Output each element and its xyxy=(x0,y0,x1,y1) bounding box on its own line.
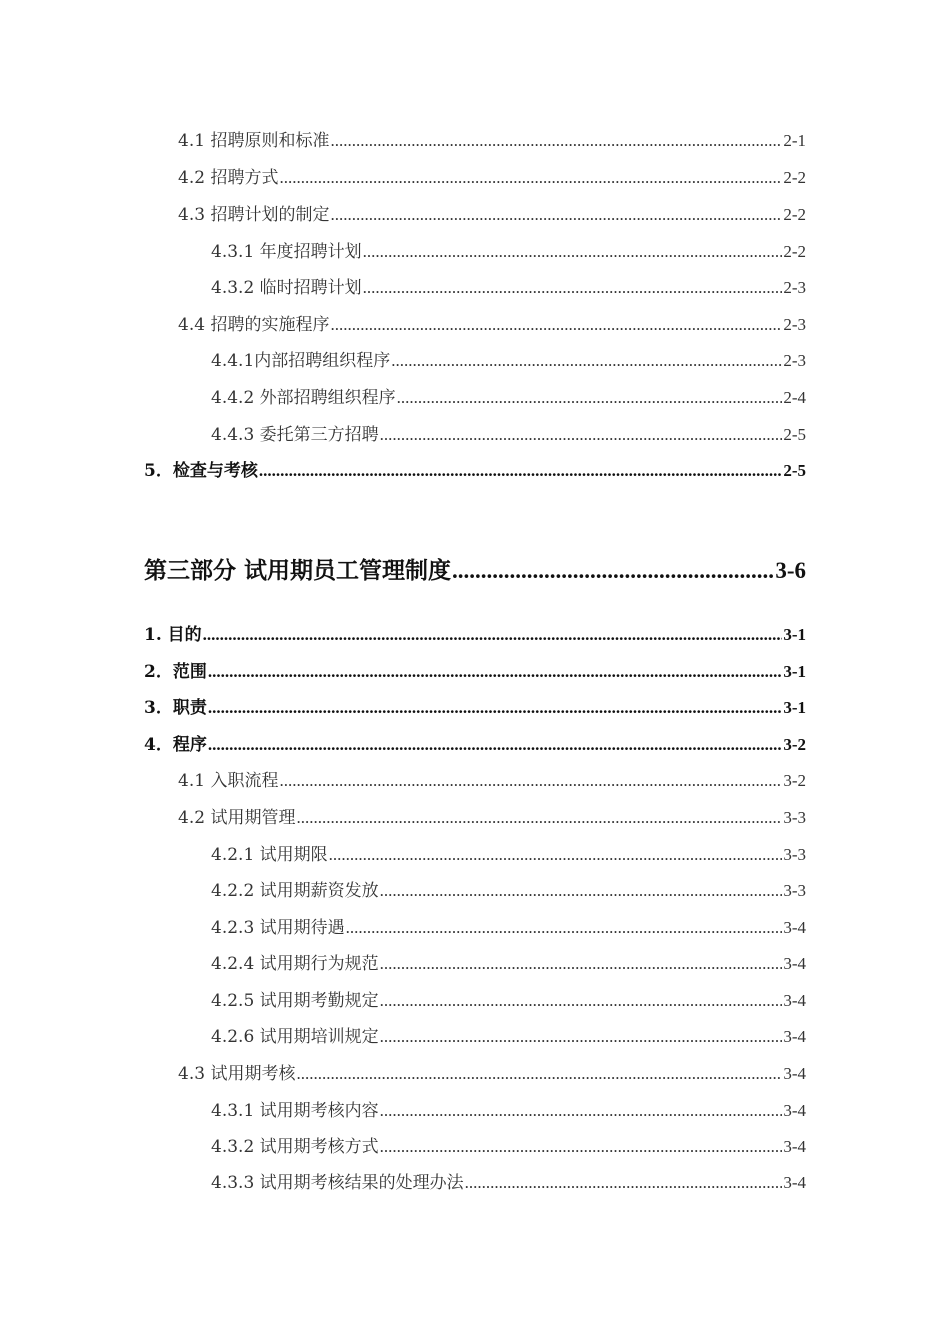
toc-entry-title: 2．范围 xyxy=(144,662,207,682)
toc-entry-title: 4.4.3 委托第三方招聘 xyxy=(211,425,379,445)
toc-leader-dots xyxy=(380,425,783,445)
toc-entry[interactable] xyxy=(211,986,806,1011)
toc-leader-dots xyxy=(380,991,783,1011)
toc-leader-dots xyxy=(380,881,783,901)
toc-entry[interactable] xyxy=(211,273,806,298)
toc-entry[interactable] xyxy=(144,693,806,718)
toc-entry-title: 5．检查与考核 xyxy=(144,461,258,481)
toc-entry-page: 2-5 xyxy=(783,461,806,480)
toc-leader-dots xyxy=(363,242,783,262)
toc-leader-dots xyxy=(452,558,774,584)
toc-entry-title: 4.2.6 试用期培训规定 xyxy=(211,1027,379,1047)
toc-entry-title: 4.3.1 试用期考核内容 xyxy=(211,1101,379,1121)
toc-leader-dots xyxy=(330,205,782,225)
toc-entry[interactable] xyxy=(211,949,806,974)
toc-entry[interactable] xyxy=(211,913,806,938)
toc-entry[interactable] xyxy=(211,420,806,445)
toc-entry-page: 2-2 xyxy=(783,242,806,261)
toc-entry[interactable] xyxy=(144,456,806,481)
toc-leader-dots xyxy=(296,808,782,828)
toc-leader-dots xyxy=(329,845,783,865)
toc-entry[interactable] xyxy=(178,310,806,335)
toc-entry-page: 3-3 xyxy=(783,845,806,864)
toc-entry[interactable] xyxy=(211,876,806,901)
toc-entry-page: 2-3 xyxy=(783,351,806,370)
toc-entry[interactable] xyxy=(211,346,806,371)
toc-entry-title: 4.2 试用期管理 xyxy=(178,808,296,828)
toc-entry[interactable] xyxy=(178,126,806,151)
toc-entry-title: 4.3.2 试用期考核方式 xyxy=(211,1137,379,1157)
toc-leader-dots xyxy=(279,168,782,188)
toc-entry[interactable] xyxy=(178,803,806,828)
toc-entry-page: 2-4 xyxy=(783,388,806,407)
toc-entry-page: 2-2 xyxy=(783,205,806,224)
toc-entry-title: 4.2.1 试用期限 xyxy=(211,845,328,865)
toc-entry-page: 3-6 xyxy=(775,558,806,583)
toc-entry-page: 2-2 xyxy=(783,168,806,187)
toc-entry-title: 第三部分 试用期员工管理制度 xyxy=(144,557,452,584)
toc-entry-page: 3-3 xyxy=(783,808,806,827)
toc-entry[interactable] xyxy=(144,657,806,682)
toc-entry-title: 4.2.4 试用期行为规范 xyxy=(211,954,379,974)
toc-entry-page: 3-4 xyxy=(783,1137,806,1156)
toc-leader-dots xyxy=(380,1101,783,1121)
toc-leader-dots xyxy=(296,1064,782,1084)
toc-leader-dots xyxy=(380,954,783,974)
toc-entry-title: 4.3 招聘计划的制定 xyxy=(178,205,330,225)
toc-entry[interactable] xyxy=(178,200,806,225)
toc-entry[interactable] xyxy=(178,766,806,791)
toc-entry-title: 4.4 招聘的实施程序 xyxy=(178,315,330,335)
toc-entry-title: 4.2.3 试用期待遇 xyxy=(211,918,345,938)
toc-entry[interactable] xyxy=(178,1059,806,1084)
toc-leader-dots xyxy=(208,662,782,682)
toc-entry[interactable] xyxy=(178,163,806,188)
toc-entry[interactable] xyxy=(144,730,806,755)
toc-leader-dots xyxy=(391,351,782,371)
toc-entry-page: 3-1 xyxy=(783,625,806,644)
toc-entry-title: 4．程序 xyxy=(144,735,207,755)
toc-leader-dots xyxy=(346,918,783,938)
toc-leader-dots xyxy=(279,771,782,791)
toc-entry-title: 4.2.5 试用期考勤规定 xyxy=(211,991,379,1011)
toc-leader-dots xyxy=(203,625,783,645)
toc-leader-dots xyxy=(363,278,783,298)
toc-leader-dots xyxy=(380,1137,783,1157)
toc-entry[interactable] xyxy=(211,1132,806,1157)
toc-entry[interactable] xyxy=(211,1096,806,1121)
toc-entry-page: 3-4 xyxy=(783,1101,806,1120)
toc-leader-dots xyxy=(380,1027,783,1047)
toc-entry-page: 3-1 xyxy=(783,698,806,717)
toc-entry-page: 3-2 xyxy=(783,771,806,790)
toc-entry[interactable] xyxy=(144,620,806,645)
toc-entry-title: 4.3.3 试用期考核结果的处理办法 xyxy=(211,1173,464,1193)
toc-entry-page: 3-4 xyxy=(783,1173,806,1192)
toc-entry-page: 3-2 xyxy=(783,735,806,754)
toc-entry-page: 2-5 xyxy=(783,425,806,444)
toc-entry-title: 4.2 招聘方式 xyxy=(178,168,279,188)
toc-entry-page: 2-3 xyxy=(783,278,806,297)
toc-leader-dots xyxy=(208,698,782,718)
toc-leader-dots xyxy=(208,735,782,755)
toc-entry-title: 4.1 招聘原则和标准 xyxy=(178,131,330,151)
toc-entry-title: 4.3 试用期考核 xyxy=(178,1064,296,1084)
toc-entry-page: 3-4 xyxy=(783,1064,806,1083)
toc-entry-page: 3-4 xyxy=(783,918,806,937)
toc-entry-page: 3-4 xyxy=(783,954,806,973)
toc-entry-page: 3-4 xyxy=(783,1027,806,1046)
toc-entry-page: 3-4 xyxy=(783,991,806,1010)
toc-entry[interactable] xyxy=(211,1168,806,1193)
toc-entry-title: 4.1 入职流程 xyxy=(178,771,279,791)
toc-entry[interactable] xyxy=(211,840,806,865)
toc-entry-title: 4.4.2 外部招聘组织程序 xyxy=(211,388,396,408)
toc-entry-title: 4.4.1内部招聘组织程序 xyxy=(211,351,391,371)
toc-entry-page: 2-3 xyxy=(783,315,806,334)
toc-entry-page: 3-1 xyxy=(783,662,806,681)
toc-leader-dots xyxy=(330,131,782,151)
toc-entry-title: 4.2.2 试用期薪资发放 xyxy=(211,881,379,901)
toc-entry-page: 2-1 xyxy=(783,131,806,150)
toc-leader-dots xyxy=(330,315,782,335)
toc-entry[interactable] xyxy=(211,237,806,262)
toc-entry-title: 1. 目的 xyxy=(144,625,202,645)
toc-leader-dots xyxy=(465,1173,783,1193)
toc-entry-title: 3．职责 xyxy=(144,698,207,718)
toc-leader-dots xyxy=(397,388,783,408)
toc-entry-page: 3-3 xyxy=(783,881,806,900)
toc-part-heading[interactable] xyxy=(144,552,806,585)
toc-entry-title: 4.3.1 年度招聘计划 xyxy=(211,242,362,262)
toc-entry-title: 4.3.2 临时招聘计划 xyxy=(211,278,362,298)
toc-entry[interactable] xyxy=(211,1022,806,1047)
toc-entry[interactable] xyxy=(211,383,806,408)
toc-leader-dots xyxy=(259,461,782,481)
